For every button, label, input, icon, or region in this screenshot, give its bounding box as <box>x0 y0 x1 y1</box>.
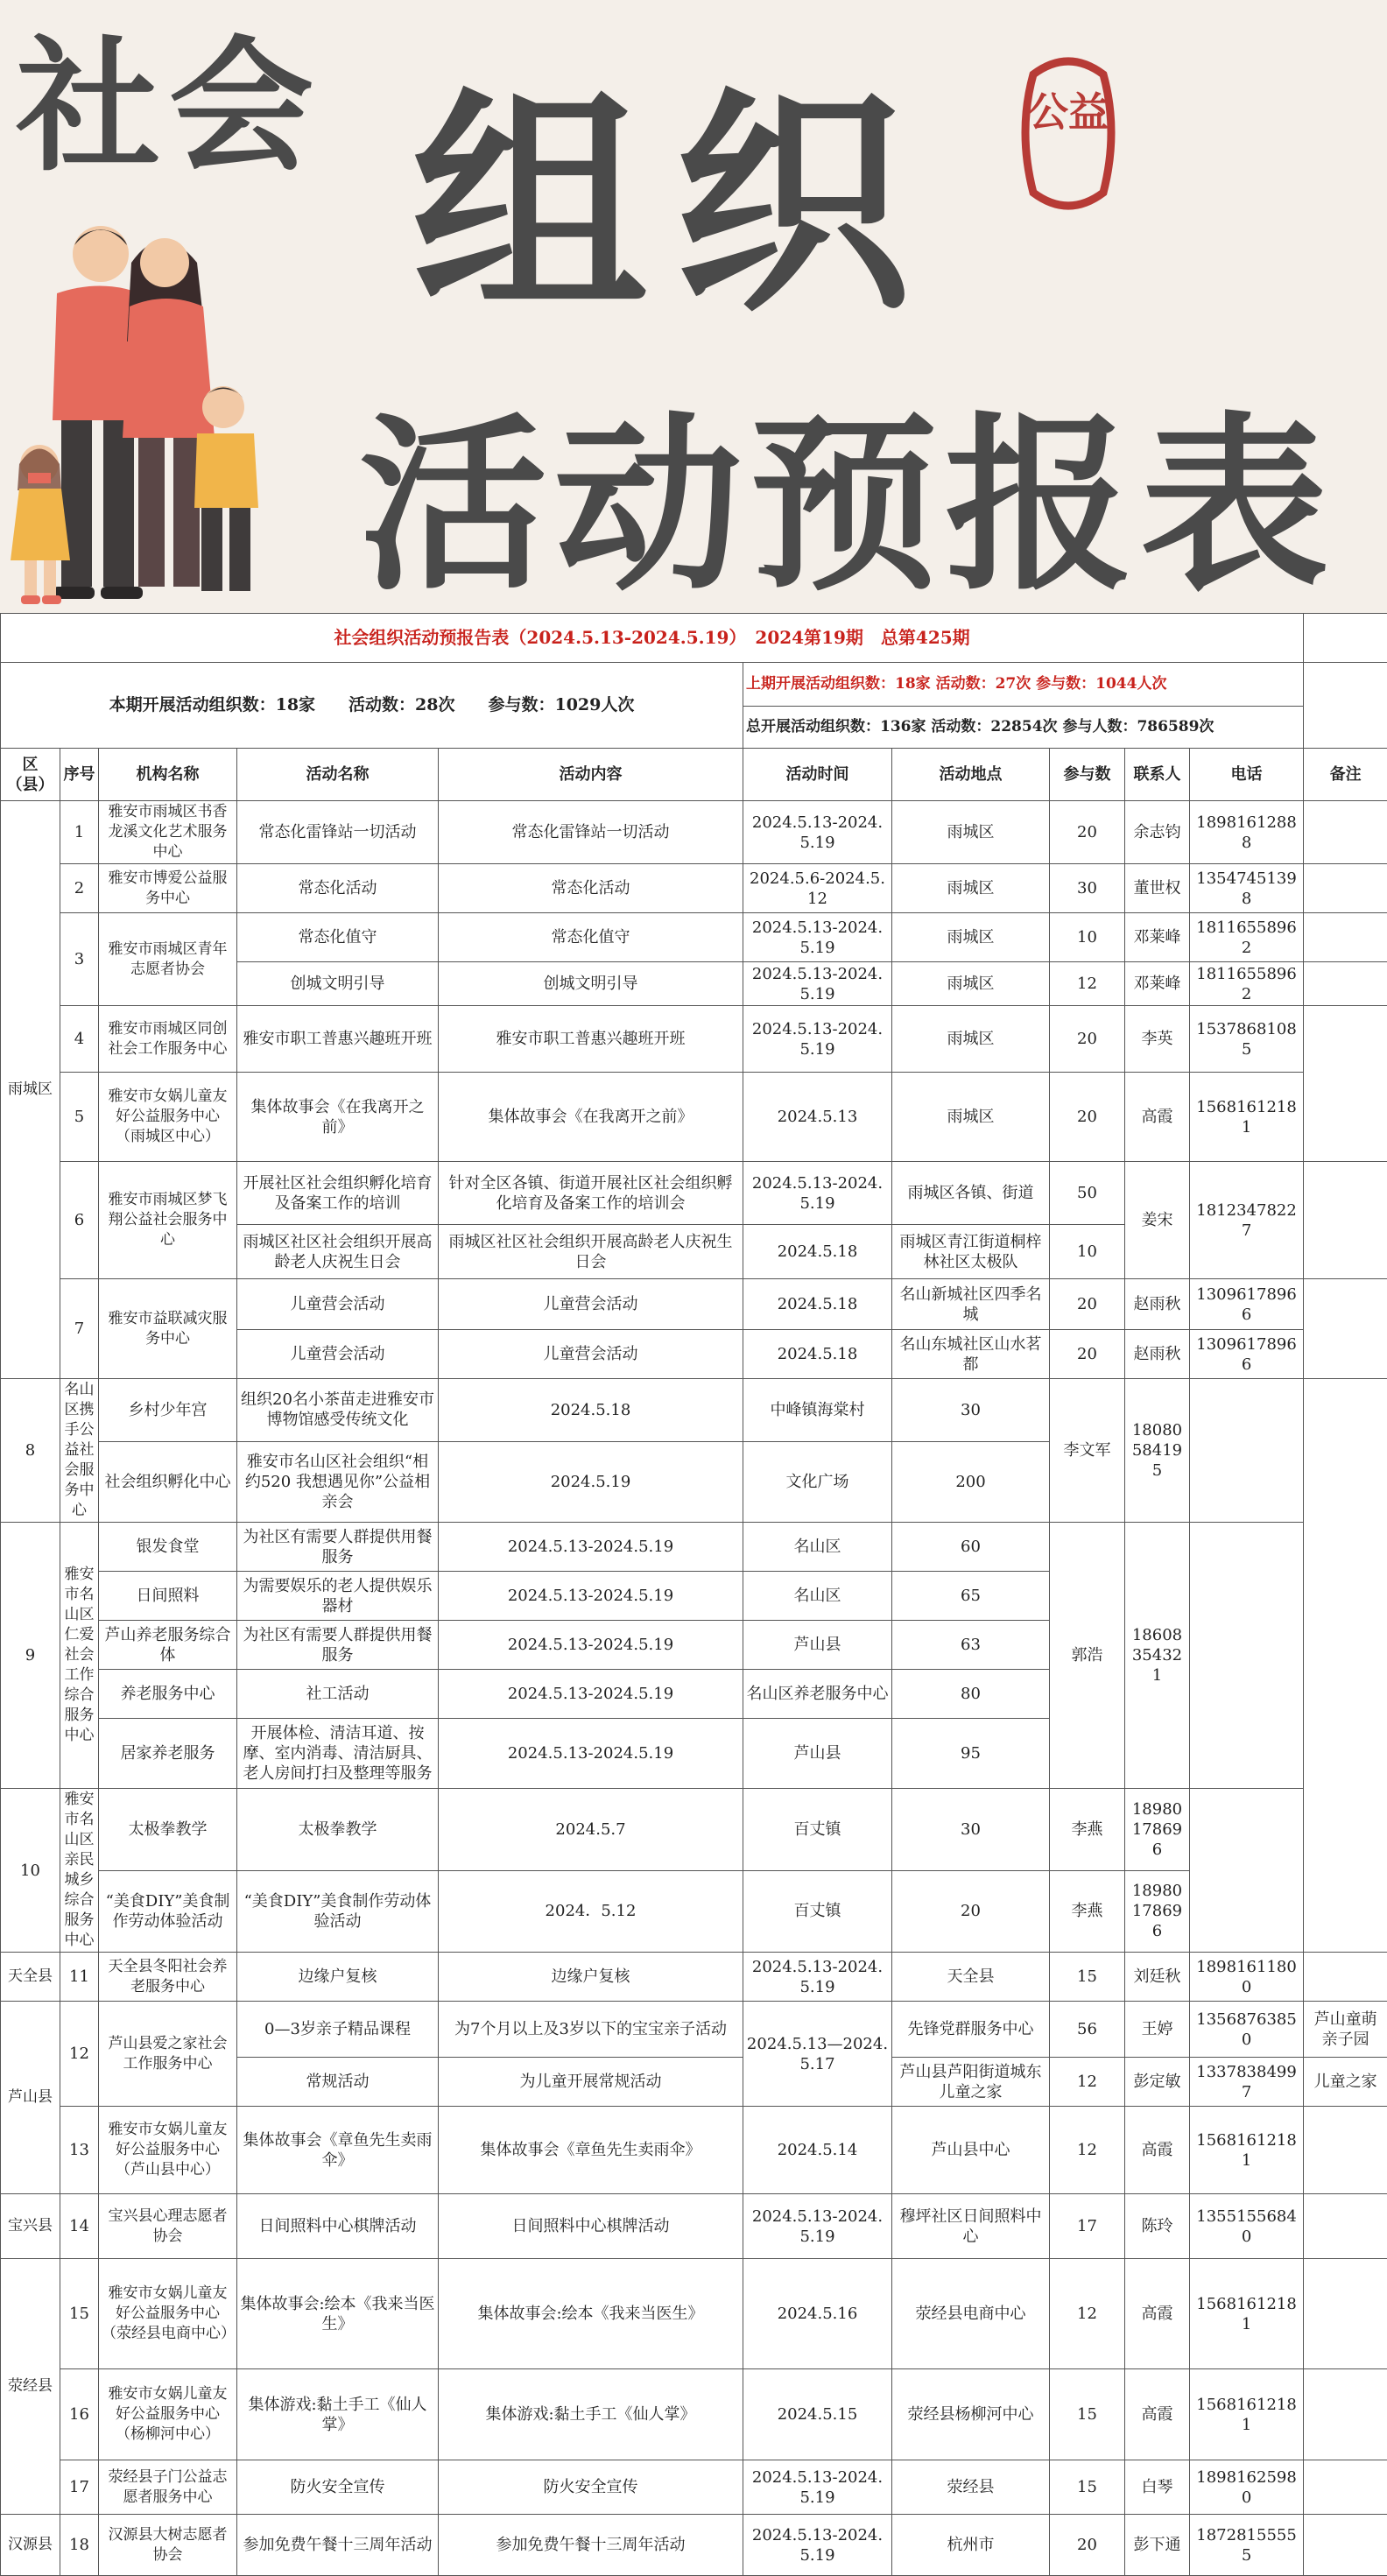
cell-org: 雅安市女娲儿童友好公益服务中心（芦山县中心） <box>99 2107 237 2194</box>
cell-activity: 乡村少年宫 <box>99 1379 237 1442</box>
cell-phone: 18116558962 <box>1190 962 1304 1006</box>
cell-activity: 儿童营会活动 <box>237 1279 439 1330</box>
cell-time: 2024.5.13-2024.5.19 <box>439 1523 743 1572</box>
cell-index: 17 <box>60 2460 99 2515</box>
cell-time: 2024.5.16 <box>743 2259 892 2369</box>
cell-phone: 13568763850 <box>1190 2002 1304 2058</box>
cell-district: 荥经县 <box>1 2259 60 2515</box>
cell-content: 集体故事会《在我离开之前》 <box>439 1073 743 1162</box>
col-header-time: 活动时间 <box>743 749 892 801</box>
cell-org: 宝兴县心理志愿者协会 <box>99 2194 237 2259</box>
cell-location: 名山东城社区山水茗都 <box>892 1330 1050 1379</box>
cell-location: 荥经县杨柳河中心 <box>892 2369 1050 2460</box>
cell-participants: 12 <box>1050 2259 1125 2369</box>
cell-content: 为儿童开展常规活动 <box>439 2058 743 2107</box>
cell-participants: 20 <box>1050 801 1125 864</box>
cell-activity: 常规活动 <box>237 2058 439 2107</box>
cell-contact: 邓莱峰 <box>1125 913 1190 962</box>
cell-activity: 0—3岁亲子精品课程 <box>237 2002 439 2058</box>
cell-participants: 60 <box>892 1523 1050 1572</box>
cell-content: 日间照料中心棋牌活动 <box>439 2194 743 2259</box>
table-row <box>1 2515 1387 2576</box>
summary-row <box>1 663 1387 707</box>
cell-content: 为社区有需要人群提供用餐服务 <box>237 1523 439 1572</box>
table-row <box>1 2107 1387 2194</box>
cell-org: 雅安市雨城区青年志愿者协会 <box>99 913 237 1006</box>
cell-participants: 65 <box>892 1572 1050 1621</box>
cell-index: 18 <box>60 2515 99 2576</box>
cell-time: 2024.5.19 <box>439 1441 743 1522</box>
cell-index: 4 <box>60 1006 99 1073</box>
total-summary: 总开展活动组织数：136家 活动数：22854次 参与人数：786589次 <box>743 707 1304 749</box>
cell-time: 2024.5.18 <box>439 1379 743 1442</box>
cell-location: 名山区 <box>743 1572 892 1621</box>
cell-activity: 常态化值守 <box>237 913 439 962</box>
cell-content: 为7个月以上及3岁以下的宝宝亲子活动 <box>439 2002 743 2058</box>
cell-org: 雅安市名山区亲民城乡综合服务中心 <box>60 1789 99 1953</box>
table-row <box>1 1006 1387 1073</box>
cell-content: 儿童营会活动 <box>439 1279 743 1330</box>
cell-location: 芦山县 <box>743 1621 892 1670</box>
previous-period-summary: 上期开展活动组织数：18家 活动数：27次 参与数：1044人次 <box>743 663 1304 707</box>
cell-time: 2024.5.13-2024.5.19 <box>743 1006 892 1073</box>
cell-activity: 儿童营会活动 <box>237 1330 439 1379</box>
cell-org: 雅安市雨城区同创社会工作服务中心 <box>99 1006 237 1073</box>
cell-index: 9 <box>1 1523 60 1789</box>
cell-org: 雅安市女娲儿童友好公益服务中心（荥经县电商中心） <box>99 2259 237 2369</box>
cell-activity: 集体故事会《在我离开之前》 <box>237 1073 439 1162</box>
cell-index: 13 <box>60 2107 99 2194</box>
cell-time: 2024.5.18 <box>743 1225 892 1279</box>
cell-org: 荥经县子门公益志愿者服务中心 <box>99 2460 237 2515</box>
cell-participants: 20 <box>1050 1330 1125 1379</box>
cell-location: 雨城区 <box>892 913 1050 962</box>
cell-contact: 陈玲 <box>1125 2194 1190 2259</box>
table-row <box>1 2194 1387 2259</box>
cell-content: 雅安市职工普惠兴趣班开班 <box>439 1006 743 1073</box>
cell-activity: 社会组织孵化中心 <box>99 1441 237 1522</box>
cell-activity: 雅安市职工普惠兴趣班开班 <box>237 1006 439 1073</box>
cell-phone: 13378384997 <box>1190 2058 1304 2107</box>
cell-content: 社工活动 <box>237 1670 439 1719</box>
table-row <box>1 864 1387 913</box>
cell-index: 10 <box>1 1789 60 1953</box>
cell-content: 雅安市名山区社会组织“相约520 我想遇见你”公益相亲会 <box>237 1441 439 1522</box>
cell-content: 创城文明引导 <box>439 962 743 1006</box>
cell-phone: 18080584195 <box>1125 1379 1190 1523</box>
cell-contact: 高霞 <box>1125 2107 1190 2194</box>
cell-remarks <box>1304 2259 1387 2369</box>
cell-index: 11 <box>60 1953 99 2002</box>
cell-remarks <box>1304 2515 1387 2576</box>
cell-content: 组织20名小茶苗走进雅安市博物馆感受传统文化 <box>237 1379 439 1442</box>
cell-remarks: 儿童之家 <box>1304 2058 1387 2107</box>
cell-phone: 18980178696 <box>1125 1870 1190 1953</box>
cell-location: 杭州市 <box>892 2515 1050 2576</box>
cell-contact: 邓莱峰 <box>1125 962 1190 1006</box>
cell-org: 名山区携手公益社会服务中心 <box>60 1379 99 1523</box>
cell-participants: 12 <box>1050 2107 1125 2194</box>
cell-content: 集体游戏:黏土手工《仙人掌》 <box>439 2369 743 2460</box>
cell-phone: 13096178966 <box>1190 1330 1304 1379</box>
table-row <box>1 2460 1387 2515</box>
cell-activity: 集体游戏:黏土手工《仙人掌》 <box>237 2369 439 2460</box>
cell-time: 2024.5.13-2024.5.19 <box>743 2460 892 2515</box>
cell-contact: 刘廷秋 <box>1125 1953 1190 2002</box>
header-banner <box>0 0 1387 613</box>
table-row <box>1 801 1387 864</box>
cell-index: 8 <box>1 1379 60 1523</box>
cell-activity: 创城文明引导 <box>237 962 439 1006</box>
cell-contact: 姜宋 <box>1125 1162 1190 1279</box>
cell-contact: 高霞 <box>1125 2259 1190 2369</box>
cell-district: 汉源县 <box>1 2515 60 2576</box>
cell-location: 雨城区 <box>892 1006 1050 1073</box>
cell-time: 2024.5.13-2024.5.19 <box>439 1621 743 1670</box>
cell-activity: 常态化活动 <box>237 864 439 913</box>
cell-activity: 养老服务中心 <box>99 1670 237 1719</box>
cell-participants: 10 <box>1050 1225 1125 1279</box>
cell-remarks <box>1190 1789 1304 1953</box>
cell-content: 常态化雷锋站一切活动 <box>439 801 743 864</box>
cell-location: 荥经县 <box>892 2460 1050 2515</box>
table-row <box>1 2002 1387 2058</box>
cell-remarks <box>1304 1006 1387 1162</box>
cell-phone: 13547451398 <box>1190 864 1304 913</box>
cell-content: 太极拳教学 <box>237 1789 439 1871</box>
cell-contact: 彭下通 <box>1125 2515 1190 2576</box>
cell-contact: 董世权 <box>1125 864 1190 913</box>
cell-phone: 18980178696 <box>1125 1789 1190 1871</box>
cell-remarks <box>1190 1379 1304 1523</box>
current-period-summary: 本期开展活动组织数：18家 活动数：28次 参与数：1029人次 <box>1 663 743 749</box>
cell-activity: 集体故事会:绘本《我来当医生》 <box>237 2259 439 2369</box>
cell-location: 名山区 <box>743 1523 892 1572</box>
cell-time: 2024.5.13—2024.5.17 <box>743 2002 892 2107</box>
cell-remarks <box>1304 2194 1387 2259</box>
cell-participants: 15 <box>1050 2460 1125 2515</box>
table-row <box>1 1279 1387 1330</box>
col-header-content: 活动内容 <box>439 749 743 801</box>
cell-activity: 参加免费午餐十三周年活动 <box>237 2515 439 2576</box>
cell-contact: 高霞 <box>1125 1073 1190 1162</box>
cell-participants: 17 <box>1050 2194 1125 2259</box>
cell-remarks <box>1190 1523 1304 1789</box>
cell-location: 天全县 <box>892 1953 1050 2002</box>
column-header-row <box>1 749 1387 801</box>
cell-remarks <box>1304 864 1387 913</box>
cell-participants: 63 <box>892 1621 1050 1670</box>
cell-index: 16 <box>60 2369 99 2460</box>
cell-phone: 13551556840 <box>1190 2194 1304 2259</box>
cell-phone: 18123478227 <box>1190 1162 1304 1279</box>
table-row <box>1 1953 1387 2002</box>
cell-remarks <box>1304 1953 1387 2002</box>
cell-location: 穆坪社区日间照料中心 <box>892 2194 1050 2259</box>
cell-participants: 200 <box>892 1441 1050 1522</box>
table-row <box>1 1073 1387 1162</box>
cell-location: 名山新城社区四季名城 <box>892 1279 1050 1330</box>
cell-contact: 李文军 <box>1050 1379 1125 1523</box>
table-row <box>1 2369 1387 2460</box>
cell-location: 文化广场 <box>743 1441 892 1522</box>
cell-index: 1 <box>60 801 99 864</box>
cell-content: 集体故事会《章鱼先生卖雨伞》 <box>439 2107 743 2194</box>
cell-district: 芦山县 <box>1 2002 60 2194</box>
cell-activity: 开展社区社会组织孵化培育及备案工作的培训 <box>237 1162 439 1225</box>
cell-location: 雨城区 <box>892 801 1050 864</box>
cell-participants: 30 <box>892 1379 1050 1442</box>
cell-index: 2 <box>60 864 99 913</box>
cell-participants: 20 <box>1050 2515 1125 2576</box>
table-title-row <box>1 614 1387 663</box>
cell-contact: 高霞 <box>1125 2369 1190 2460</box>
cell-contact: 李燕 <box>1050 1870 1125 1953</box>
cell-org: 雅安市雨城区书香龙溪文化艺术服务中心 <box>99 801 237 864</box>
cell-location: 荥经县电商中心 <box>892 2259 1050 2369</box>
cell-activity: 芦山养老服务综合体 <box>99 1621 237 1670</box>
cell-phone: 18116558962 <box>1190 913 1304 962</box>
cell-index: 15 <box>60 2259 99 2369</box>
public-welfare-seal: 公益 <box>1016 53 1121 215</box>
table-row <box>1 2259 1387 2369</box>
cell-location: 芦山县中心 <box>892 2107 1050 2194</box>
cell-remarks <box>1304 962 1387 1006</box>
cell-location: 雨城区 <box>892 1073 1050 1162</box>
cell-participants: 50 <box>1050 1162 1125 1225</box>
cell-org: 雅安市女娲儿童友好公益服务中心（杨柳河中心） <box>99 2369 237 2460</box>
cell-district: 宝兴县 <box>1 2194 60 2259</box>
cell-location: 芦山县芦阳街道城东儿童之家 <box>892 2058 1050 2107</box>
cell-time: 2024.5.13-2024.5.19 <box>743 2515 892 2576</box>
cell-activity: 居家养老服务 <box>99 1719 237 1789</box>
cell-index: 14 <box>60 2194 99 2259</box>
cell-content: 边缘户复核 <box>439 1953 743 2002</box>
cell-contact: 李燕 <box>1050 1789 1125 1871</box>
cell-time: 2024.5.13 <box>743 1073 892 1162</box>
cell-time: 2024.5.13-2024.5.19 <box>743 1953 892 2002</box>
cell-remarks <box>1304 801 1387 864</box>
cell-location: 雨城区 <box>892 962 1050 1006</box>
cell-time: 2024.5.13-2024.5.19 <box>743 801 892 864</box>
cell-participants: 20 <box>892 1870 1050 1953</box>
cell-phone: 15681612181 <box>1190 2369 1304 2460</box>
cell-participants: 10 <box>1050 913 1125 962</box>
cell-activity: 银发食堂 <box>99 1523 237 1572</box>
cell-org: 雅安市益联减灾服务中心 <box>99 1279 237 1379</box>
cell-contact: 赵雨秋 <box>1125 1279 1190 1330</box>
table-row <box>1 1523 1387 1572</box>
cell-time: 2024.5.13-2024.5.19 <box>439 1572 743 1621</box>
table-row <box>1 1162 1387 1225</box>
cell-phone: 18981612888 <box>1190 801 1304 864</box>
cell-org: 雅安市女娲儿童友好公益服务中心（雨城区中心） <box>99 1073 237 1162</box>
table-row <box>1 913 1387 962</box>
cell-location: 雨城区 <box>892 864 1050 913</box>
cell-content: 开展体检、清洁耳道、按摩、室内消毒、清洁厨具、老人房间打扫及整理等服务 <box>237 1719 439 1789</box>
family-illustration <box>0 210 289 613</box>
cell-activity: 集体故事会《章鱼先生卖雨伞》 <box>237 2107 439 2194</box>
col-header-org: 机构名称 <box>99 749 237 801</box>
cell-phone: 15681612181 <box>1190 2107 1304 2194</box>
cell-phone: 15681612181 <box>1190 1073 1304 1162</box>
cell-time: 2024.5.13-2024.5.19 <box>743 913 892 962</box>
table-title: 社会组织活动预报告表（2024.5.13-2024.5.19） 2024第19期 总第425期 <box>1 614 1304 663</box>
cell-content: 儿童营会活动 <box>439 1330 743 1379</box>
cell-time: 2024.5.15 <box>743 2369 892 2460</box>
cell-org: 天全县冬阳社会养老服务中心 <box>99 1953 237 2002</box>
cell-remarks <box>1304 1162 1387 1279</box>
cell-participants: 95 <box>892 1719 1050 1789</box>
header-line1: 社会 <box>16 35 322 179</box>
col-header-location: 活动地点 <box>892 749 1050 801</box>
cell-content: “美食DIY”美食制作劳动体验活动 <box>237 1870 439 1953</box>
header-line2: 组织 <box>412 88 937 324</box>
cell-phone: 15681612181 <box>1190 2259 1304 2369</box>
cell-content: 防火安全宣传 <box>439 2460 743 2515</box>
cell-content: 为社区有需要人群提供用餐服务 <box>237 1621 439 1670</box>
col-header-contact: 联系人 <box>1125 749 1190 801</box>
cell-time: 2024.5.13-2024.5.19 <box>743 962 892 1006</box>
col-header-index: 序号 <box>60 749 99 801</box>
cell-time: 2024.5.13-2024.5.19 <box>439 1719 743 1789</box>
cell-remarks <box>1304 1279 1387 1379</box>
cell-participants: 15 <box>1050 2369 1125 2460</box>
cell-activity: 太极拳教学 <box>99 1789 237 1871</box>
table-row <box>1 1379 1387 1442</box>
cell-activity: “美食DIY”美食制作劳动体验活动 <box>99 1870 237 1953</box>
cell-phone: 13096178966 <box>1190 1279 1304 1330</box>
cell-activity: 日间照料 <box>99 1572 237 1621</box>
cell-content: 为需要娱乐的老人提供娱乐器材 <box>237 1572 439 1621</box>
cell-participants: 20 <box>1050 1073 1125 1162</box>
cell-contact: 白琴 <box>1125 2460 1190 2515</box>
table-row <box>1 1870 1387 1953</box>
cell-activity: 常态化雷锋站一切活动 <box>237 801 439 864</box>
cell-time: 2024.5.14 <box>743 2107 892 2194</box>
cell-time: 2024.5.18 <box>743 1330 892 1379</box>
cell-contact: 彭定敏 <box>1125 2058 1190 2107</box>
cell-time: 2024．5.12 <box>439 1870 743 1953</box>
table-row <box>1 1789 1387 1871</box>
cell-participants: 20 <box>1050 1006 1125 1073</box>
cell-remarks <box>1304 2369 1387 2460</box>
cell-content: 常态化值守 <box>439 913 743 962</box>
cell-activity: 防火安全宣传 <box>237 2460 439 2515</box>
cell-location: 百丈镇 <box>743 1870 892 1953</box>
cell-location: 雨城区各镇、街道 <box>892 1162 1050 1225</box>
cell-org: 雅安市雨城区梦飞翔公益社会服务中心 <box>99 1162 237 1279</box>
col-header-phone: 电话 <box>1190 749 1304 801</box>
cell-time: 2024.5.13-2024.5.19 <box>743 2194 892 2259</box>
cell-org: 雅安市博爱公益服务中心 <box>99 864 237 913</box>
cell-contact: 郭浩 <box>1050 1523 1125 1789</box>
cell-participants: 20 <box>1050 1279 1125 1330</box>
col-header-activity: 活动名称 <box>237 749 439 801</box>
cell-activity: 边缘户复核 <box>237 1953 439 2002</box>
cell-remarks <box>1304 2460 1387 2515</box>
col-header-district: 区（县） <box>1 749 60 801</box>
cell-phone: 18981625980 <box>1190 2460 1304 2515</box>
cell-content: 常态化活动 <box>439 864 743 913</box>
cell-time: 2024.5.6-2024.5.12 <box>743 864 892 913</box>
header-line3: 活动预报表 <box>359 412 1335 600</box>
cell-index: 5 <box>60 1073 99 1162</box>
col-header-remarks: 备注 <box>1304 749 1387 801</box>
cell-district: 雨城区 <box>1 801 60 1379</box>
cell-index: 7 <box>60 1279 99 1379</box>
cell-participants: 30 <box>892 1789 1050 1871</box>
cell-location: 雨城区青江街道桐梓林社区太极队 <box>892 1225 1050 1279</box>
cell-index: 3 <box>60 913 99 1006</box>
cell-content: 参加免费午餐十三周年活动 <box>439 2515 743 2576</box>
col-header-participants: 参与数 <box>1050 749 1125 801</box>
cell-contact: 王婷 <box>1125 2002 1190 2058</box>
cell-location: 中峰镇海棠村 <box>743 1379 892 1442</box>
cell-participants: 15 <box>1050 1953 1125 2002</box>
cell-location: 名山区养老服务中心 <box>743 1670 892 1719</box>
cell-org: 汉源县大树志愿者协会 <box>99 2515 237 2576</box>
cell-contact: 余志钧 <box>1125 801 1190 864</box>
cell-participants: 56 <box>1050 2002 1125 2058</box>
cell-participants: 12 <box>1050 962 1125 1006</box>
cell-content: 集体故事会:绘本《我来当医生》 <box>439 2259 743 2369</box>
cell-index: 6 <box>60 1162 99 1279</box>
cell-remarks <box>1304 2107 1387 2194</box>
cell-participants: 80 <box>892 1670 1050 1719</box>
activity-forecast-table <box>0 613 1387 2576</box>
cell-phone: 18728155555 <box>1190 2515 1304 2576</box>
cell-time: 2024.5.7 <box>439 1789 743 1871</box>
cell-activity: 日间照料中心棋牌活动 <box>237 2194 439 2259</box>
cell-activity: 雨城区社区社会组织开展高龄老人庆祝生日会 <box>237 1225 439 1279</box>
cell-content: 雨城区社区社会组织开展高龄老人庆祝生日会 <box>439 1225 743 1279</box>
cell-phone: 18608354321 <box>1125 1523 1190 1789</box>
cell-district: 天全县 <box>1 1953 60 2002</box>
cell-location: 百丈镇 <box>743 1789 892 1871</box>
cell-contact: 李英 <box>1125 1006 1190 1073</box>
cell-remarks: 芦山童萌亲子园 <box>1304 2002 1387 2058</box>
cell-location: 先锋党群服务中心 <box>892 2002 1050 2058</box>
cell-remarks <box>1304 913 1387 962</box>
cell-location: 芦山县 <box>743 1719 892 1789</box>
cell-time: 2024.5.18 <box>743 1279 892 1330</box>
cell-time: 2024.5.13-2024.5.19 <box>743 1162 892 1225</box>
cell-participants: 12 <box>1050 2058 1125 2107</box>
cell-content: 针对全区各镇、街道开展社区社会组织孵化培育及备案工作的培训会 <box>439 1162 743 1225</box>
cell-index: 12 <box>60 2002 99 2107</box>
cell-phone: 15378681085 <box>1190 1006 1304 1073</box>
cell-phone: 18981611800 <box>1190 1953 1304 2002</box>
cell-time: 2024.5.13-2024.5.19 <box>439 1670 743 1719</box>
cell-contact: 赵雨秋 <box>1125 1330 1190 1379</box>
cell-org: 芦山县爱之家社会工作服务中心 <box>99 2002 237 2107</box>
cell-org: 雅安市名山区仁爱社会工作综合服务中心 <box>60 1523 99 1789</box>
cell-participants: 30 <box>1050 864 1125 913</box>
